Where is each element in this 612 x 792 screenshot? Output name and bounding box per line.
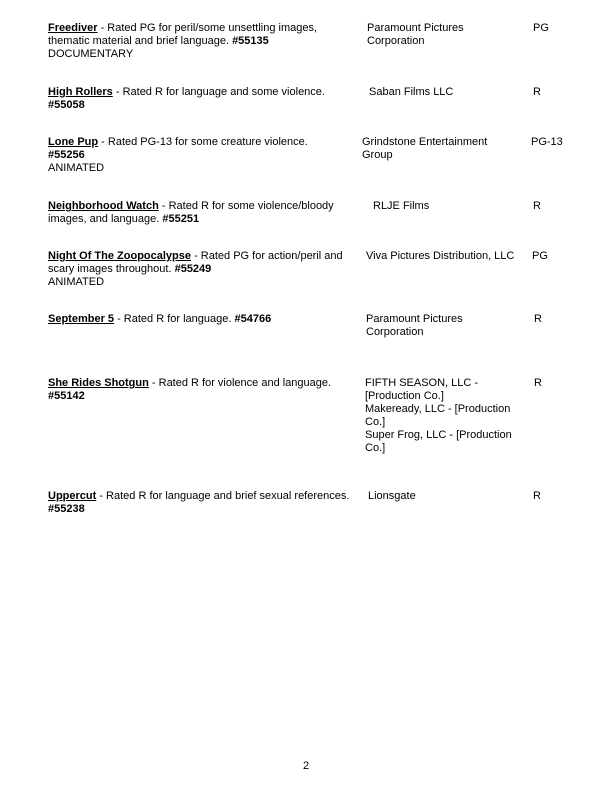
rating: PG (532, 250, 548, 262)
film-number: #55142 (48, 390, 85, 402)
film-description (48, 200, 353, 226)
film-tag: ANIMATED (48, 162, 105, 174)
rating: R (534, 377, 542, 389)
rating-reason: - Rated PG for action/peril and scary images throughout. (48, 250, 343, 275)
film-description (48, 490, 353, 516)
film-number: #54766 (234, 313, 272, 325)
distributor-line: Corporation (366, 326, 424, 338)
distributor-line: Corporation (367, 35, 425, 47)
distributor-line: FIFTH SEASON, LLC - (365, 377, 479, 389)
distributor (369, 86, 539, 99)
film-number: #55251 (162, 213, 200, 225)
distributor-line: Co.] (365, 416, 386, 428)
rating-reason: - Rated R for language and some violence. (112, 86, 325, 98)
distributor-line: Paramount Pictures (366, 313, 463, 325)
rating: R (533, 490, 541, 502)
distributor-line: Paramount Pictures (367, 22, 464, 34)
film-title: September 5 (48, 313, 115, 325)
rating-reason: - Rated R for language and brief sexual references. (96, 490, 350, 502)
distributor (366, 313, 536, 339)
film-number: #55135 (232, 35, 269, 47)
rating-reason: - Rated R for some violence/bloody images, and language. (48, 200, 334, 225)
distributor-line: Makeready, LLC - [Production (365, 403, 511, 415)
distributor (366, 250, 536, 263)
film-title: Freediver (48, 22, 98, 34)
film-description (48, 136, 353, 175)
distributor (367, 22, 537, 48)
distributor-line: Grindstone Entertainment (362, 136, 488, 148)
film-number: #55256 (48, 149, 85, 161)
film-number: #55058 (48, 99, 85, 111)
rating-reason: - Rated PG for peril/some unsettling images, thematic material and brief language. (48, 22, 318, 47)
distributor-line: Super Frog, LLC - [Production (365, 429, 512, 441)
distributor-line: RLJE Films (373, 200, 430, 212)
rating: PG (533, 22, 549, 34)
distributor (373, 200, 543, 213)
film-tag: DOCUMENTARY (48, 48, 134, 60)
distributor (362, 136, 532, 162)
film-title: Lone Pup (48, 136, 99, 148)
film-description (48, 313, 353, 326)
film-title: She Rides Shotgun (48, 377, 149, 389)
distributor-line: Co.] (365, 442, 386, 454)
distributor (365, 377, 535, 455)
film-description (48, 22, 353, 61)
rating: R (533, 200, 541, 212)
film-title: Night Of The Zoopocalypse (48, 250, 192, 262)
distributor-line: Lionsgate (368, 490, 416, 502)
distributor-line: Viva Pictures Distribution, LLC (366, 250, 515, 262)
film-number: #55238 (48, 503, 85, 515)
rating: PG-13 (531, 136, 563, 148)
film-description (48, 86, 353, 112)
film-number: #55249 (174, 263, 212, 275)
rating-reason: - Rated PG-13 for some creature violence. (98, 136, 308, 148)
distributor-line: [Production Co.] (365, 390, 444, 402)
distributor-line: Group (362, 149, 393, 161)
film-title: Neighborhood Watch (48, 200, 159, 212)
rating: R (533, 86, 541, 98)
film-description (48, 250, 353, 289)
page-number: 2 (302, 760, 310, 772)
film-tag: ANIMATED (48, 276, 105, 288)
rating: R (534, 313, 542, 325)
distributor (368, 490, 538, 503)
distributor-line: Saban Films LLC (369, 86, 454, 98)
rating-reason: - Rated R for violence and language. (148, 377, 332, 389)
rating-reason: - Rated R for language. (114, 313, 235, 325)
film-description (48, 377, 353, 403)
film-title: High Rollers (48, 86, 113, 98)
film-title: Uppercut (48, 490, 97, 502)
